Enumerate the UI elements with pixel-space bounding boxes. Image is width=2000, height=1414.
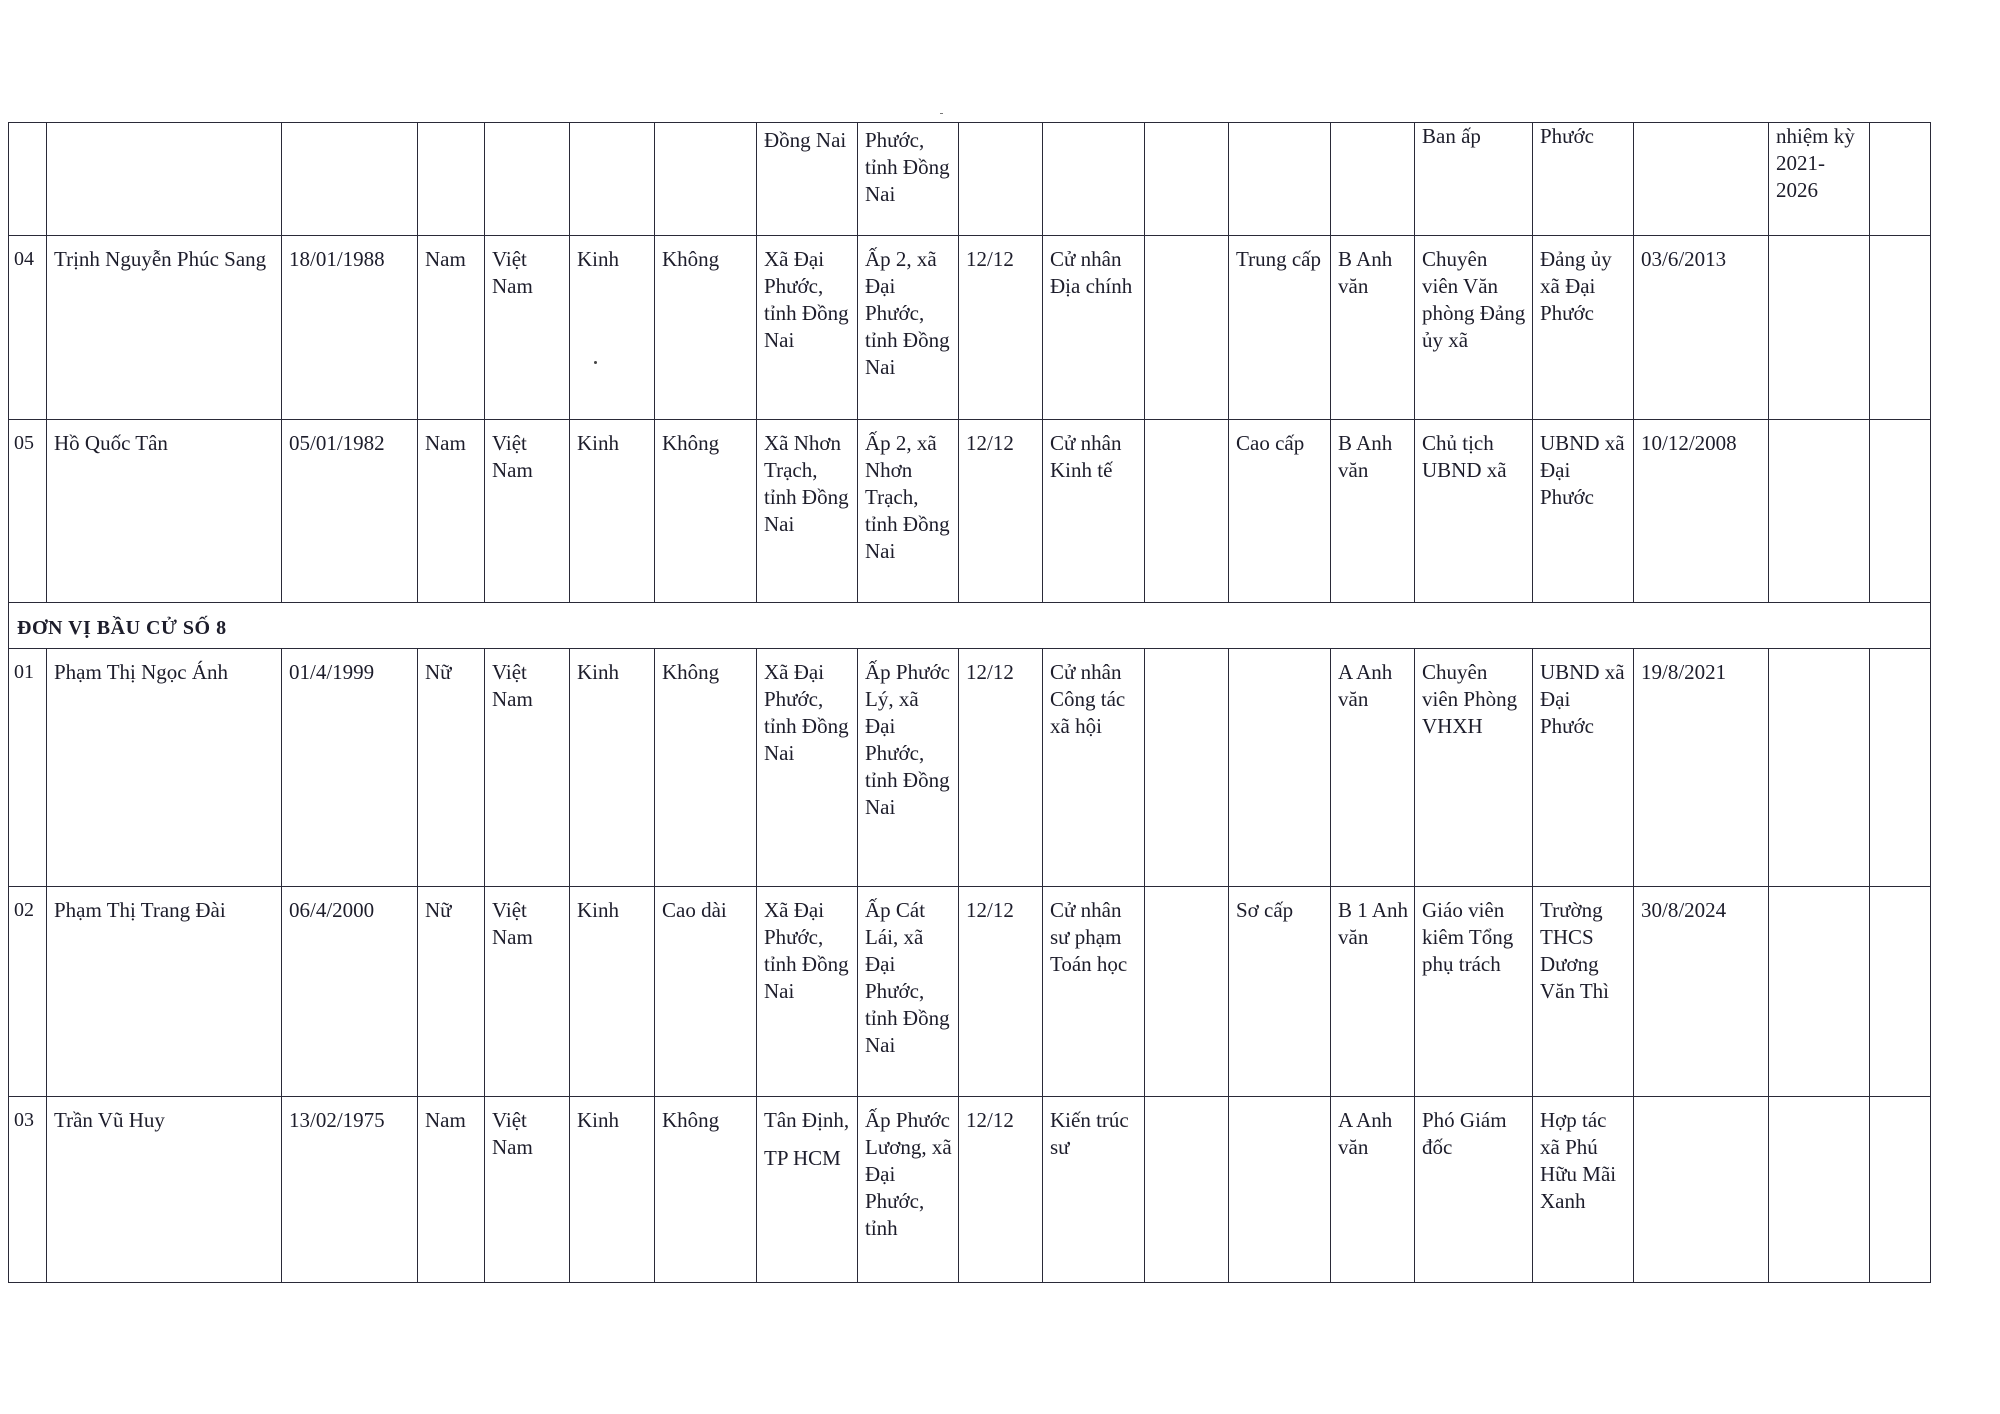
cell-residence: Phước, tỉnh Đồng Nai: [858, 123, 959, 236]
cell-name: Phạm Thị Trang Đài: [47, 887, 282, 1097]
cell-dob: 05/01/1982: [282, 420, 418, 603]
cell-gender: Nam: [418, 1097, 485, 1283]
cell-political: [1229, 649, 1331, 887]
cell-position: Chuyên viên Văn phòng Đảng ủy xã: [1415, 236, 1533, 420]
cell-party-date: 10/12/2008: [1634, 420, 1769, 603]
candidate-list-table-wrapper: [8, 122, 1930, 1283]
cell-general-edu: 12/12: [959, 1097, 1043, 1283]
cell-extra: [1870, 420, 1931, 603]
cell-workplace: Phước: [1533, 123, 1634, 236]
cell-delegate: [1769, 1097, 1870, 1283]
cell-religion: Không: [655, 236, 757, 420]
cell-foreign-lang: B Anh văn: [1331, 420, 1415, 603]
cell-name: Hồ Quốc Tân: [47, 420, 282, 603]
cell-position: Chủ tịch UBND xã: [1415, 420, 1533, 603]
cell-residence: Ấp Phước Lương, xã Đại Phước, tỉnh: [858, 1097, 959, 1283]
cell-professional: Cử nhân Kinh tế: [1043, 420, 1145, 603]
cell-general-edu: 12/12: [959, 887, 1043, 1097]
cell-political: Sơ cấp: [1229, 887, 1331, 1097]
cell-academic: [1145, 1097, 1229, 1283]
cell-residence: Ấp 2, xã Đại Phước, tỉnh Đồng Nai: [858, 236, 959, 420]
cell-professional: Cử nhân sư phạm Toán học: [1043, 887, 1145, 1097]
cell-name: Phạm Thị Ngọc Ánh: [47, 649, 282, 887]
cell-hometown: Đồng Nai: [757, 123, 858, 236]
cell-residence: Ấp Phước Lý, xã Đại Phước, tỉnh Đồng Nai: [858, 649, 959, 887]
cell-foreign-lang: [1331, 123, 1415, 236]
cell-political: [1229, 123, 1331, 236]
section-title: ĐƠN VỊ BẦU CỬ SỐ 8: [9, 603, 1931, 649]
cell-residence: Ấp 2, xã Nhơn Trạch, tỉnh Đồng Nai: [858, 420, 959, 603]
cell-nationality: Việt Nam: [485, 1097, 570, 1283]
cell-gender: Nữ: [418, 649, 485, 887]
cell-position: Phó Giám đốc: [1415, 1097, 1533, 1283]
cell-religion: Không: [655, 649, 757, 887]
scan-mark: [940, 113, 943, 114]
cell-ethnicity: Kinh: [570, 649, 655, 887]
cell-professional: Cử nhân Địa chính: [1043, 236, 1145, 420]
scan-speck: [594, 361, 597, 364]
cell-party-date: [1634, 1097, 1769, 1283]
cell-name: Trịnh Nguyễn Phúc Sang: [47, 236, 282, 420]
table-row: [9, 649, 1931, 887]
cell-delegate: nhiệm kỳ 2021-2026: [1769, 123, 1870, 236]
cell-nationality: Việt Nam: [485, 420, 570, 603]
cell-foreign-lang: B Anh văn: [1331, 236, 1415, 420]
cell-academic: [1145, 123, 1229, 236]
cell-dob: 06/4/2000: [282, 887, 418, 1097]
cell-workplace: UBND xã Đại Phước: [1533, 420, 1634, 603]
hometown-line-1: Tân Định,: [764, 1108, 850, 1132]
cell-foreign-lang: A Anh văn: [1331, 649, 1415, 887]
cell-professional: Kiến trúc sư: [1043, 1097, 1145, 1283]
cell-dob: 01/4/1999: [282, 649, 418, 887]
cell-name: Trần Vũ Huy: [47, 1097, 282, 1283]
cell-extra: [1870, 1097, 1931, 1283]
cell-party-date: 03/6/2013: [1634, 236, 1769, 420]
cell-stt: [9, 123, 47, 236]
cell-party-date: 30/8/2024: [1634, 887, 1769, 1097]
cell-ethnicity: [570, 123, 655, 236]
table-row: [9, 887, 1931, 1097]
cell-religion: Không: [655, 1097, 757, 1283]
cell-party-date: 19/8/2021: [1634, 649, 1769, 887]
cell-gender: Nam: [418, 236, 485, 420]
cell-stt: 02: [9, 887, 47, 1097]
cell-foreign-lang: B 1 Anh văn: [1331, 887, 1415, 1097]
cell-ethnicity: Kinh: [570, 236, 655, 420]
cell-dob: 18/01/1988: [282, 236, 418, 420]
cell-delegate: [1769, 420, 1870, 603]
cell-religion: Cao dài: [655, 887, 757, 1097]
cell-professional: [1043, 123, 1145, 236]
cell-nationality: Việt Nam: [485, 887, 570, 1097]
cell-hometown: Xã Đại Phước, tỉnh Đồng Nai: [757, 236, 858, 420]
cell-hometown: Xã Nhơn Trạch, tỉnh Đồng Nai: [757, 420, 858, 603]
cell-general-edu: 12/12: [959, 420, 1043, 603]
cell-dob: 13/02/1975: [282, 1097, 418, 1283]
cell-dob: [282, 123, 418, 236]
cell-hometown: Xã Đại Phước, tỉnh Đồng Nai: [757, 887, 858, 1097]
cell-political: Cao cấp: [1229, 420, 1331, 603]
cell-gender: Nam: [418, 420, 485, 603]
cell-gender: [418, 123, 485, 236]
cell-stt: 03: [9, 1097, 47, 1283]
cell-workplace: UBND xã Đại Phước: [1533, 649, 1634, 887]
cell-name: [47, 123, 282, 236]
cell-academic: [1145, 236, 1229, 420]
cell-delegate: [1769, 649, 1870, 887]
cell-stt: 04: [9, 236, 47, 420]
table-row: [9, 420, 1931, 603]
cell-workplace: Trường THCS Dương Văn Thì: [1533, 887, 1634, 1097]
cell-political: [1229, 1097, 1331, 1283]
cell-religion: [655, 123, 757, 236]
cell-political: Trung cấp: [1229, 236, 1331, 420]
cell-workplace: Hợp tác xã Phú Hữu Mãi Xanh: [1533, 1097, 1634, 1283]
cell-extra: [1870, 887, 1931, 1097]
table-row: [9, 1097, 1931, 1283]
candidate-list-table: [8, 122, 1931, 1283]
cell-extra: [1870, 123, 1931, 236]
cell-position: Ban ấp: [1415, 123, 1533, 236]
cell-general-edu: [959, 123, 1043, 236]
cell-nationality: [485, 123, 570, 236]
cell-academic: [1145, 887, 1229, 1097]
cell-stt: 01: [9, 649, 47, 887]
cell-ethnicity: Kinh: [570, 1097, 655, 1283]
cell-position: Chuyên viên Phòng VHXH: [1415, 649, 1533, 887]
cell-delegate: [1769, 236, 1870, 420]
cell-general-edu: 12/12: [959, 649, 1043, 887]
cell-academic: [1145, 420, 1229, 603]
cell-stt: 05: [9, 420, 47, 603]
cell-position: Giáo viên kiêm Tổng phụ trách: [1415, 887, 1533, 1097]
cell-nationality: Việt Nam: [485, 649, 570, 887]
cell-ethnicity: Kinh: [570, 420, 655, 603]
cell-hometown: [757, 1097, 858, 1283]
cell-workplace: Đảng ủy xã Đại Phước: [1533, 236, 1634, 420]
hometown-line-2: TP HCM: [764, 1146, 841, 1170]
cell-nationality: Việt Nam: [485, 236, 570, 420]
cell-extra: [1870, 649, 1931, 887]
table-row-continuation: [9, 123, 1931, 236]
cell-gender: Nữ: [418, 887, 485, 1097]
cell-general-edu: 12/12: [959, 236, 1043, 420]
cell-ethnicity: Kinh: [570, 887, 655, 1097]
cell-professional: Cử nhân Công tác xã hội: [1043, 649, 1145, 887]
section-row: [9, 603, 1931, 649]
cell-hometown: Xã Đại Phước, tỉnh Đồng Nai: [757, 649, 858, 887]
cell-religion: Không: [655, 420, 757, 603]
cell-foreign-lang: A Anh văn: [1331, 1097, 1415, 1283]
table-row: [9, 236, 1931, 420]
cell-extra: [1870, 236, 1931, 420]
cell-residence: Ấp Cát Lái, xã Đại Phước, tỉnh Đồng Nai: [858, 887, 959, 1097]
cell-party-date: [1634, 123, 1769, 236]
cell-delegate: [1769, 887, 1870, 1097]
cell-academic: [1145, 649, 1229, 887]
